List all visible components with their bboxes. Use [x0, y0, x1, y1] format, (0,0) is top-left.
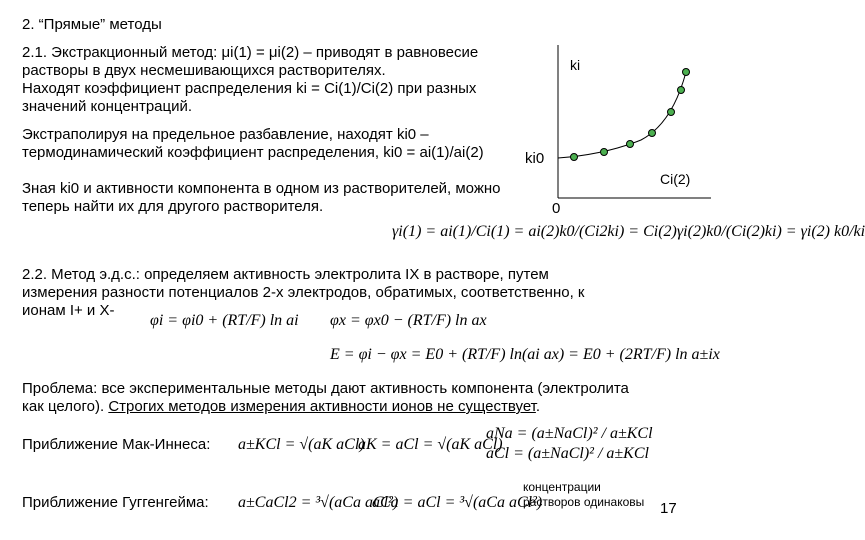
- distribution-coefficient-graph: [546, 40, 716, 220]
- problem-line1: Проблема: все экспериментальные методы дают активность компонента (электролита: [22, 380, 629, 397]
- problem-line2-start: как целого).: [22, 398, 109, 415]
- graph-x-label: Ci(2): [660, 171, 691, 187]
- anion-potential-equation: φx = φx0 − (RT/F) ln ax: [330, 312, 487, 329]
- macinnes-mean-activity-equation: a±KCl = √(aK aCl): [238, 436, 365, 453]
- activity-transfer-line2: теперь найти их для другого растворителя.: [22, 198, 324, 215]
- emf-equation: E = φi − φx = E0 + (RT/F) ln(ai ax) = E0 + (2RT/F) ln a±ix: [330, 346, 720, 363]
- emf-method-line1: 2.2. Метод э.д.с.: определяем активность электролита IX в растворе, путем: [22, 266, 549, 283]
- graph-points: [571, 69, 690, 161]
- macinnes-chloride-activity-equation: aCl = (a±NaCl)² / a±KCl: [486, 445, 649, 462]
- extraction-method-line3: Находят коэффициент распределения ki = Ci(1)/Ci(2) при разных: [22, 80, 477, 97]
- guggenheim-label: Приближение Гуггенгейма:: [22, 494, 209, 511]
- problem-underlined-statement: Строгих методов измерения активности ионов не существует: [108, 398, 536, 415]
- guggenheim-mean-activity-equation: a±CaCl2 = ³√(aCa aCl²): [238, 494, 399, 511]
- graph-point: [627, 141, 634, 148]
- guggenheim-ion-activity-equation: aCa = aCl = ³√(aCa aCl²): [372, 494, 543, 511]
- extraction-method-line2: растворы в двух несмешивающихся растворителях.: [22, 62, 386, 79]
- graph-intercept-label: ki0: [525, 150, 545, 167]
- macinnes-ion-activity-equation: aK = aCl = √(aK aCl): [358, 436, 503, 453]
- slide-heading: 2. “Прямые” методы: [22, 16, 162, 33]
- activity-transfer-line1: Зная ki0 и активности компонента в одном из растворителей, можно: [22, 180, 501, 197]
- macinnes-sodium-activity-equation: aNa = (a±NaCl)² / a±KCl: [486, 425, 653, 442]
- graph-point: [649, 130, 656, 137]
- page-number: 17: [660, 500, 677, 517]
- problem-line2-end: .: [535, 398, 541, 415]
- problem-line2: [22, 398, 540, 416]
- graph-point: [683, 69, 690, 76]
- emf-method-line3: ионам I+ и X-: [22, 302, 115, 319]
- activity-coefficient-equation: γi(1) = ai(1)/Ci(1) = ai(2)k0/(Ci2ki) = Ci(2)γi(2)k0/(Ci(2)ki) = γi(2) k0/ki: [392, 223, 865, 240]
- extrapolation-line1: Экстраполируя на предельное разбавление, находят ki0 –: [22, 126, 429, 143]
- equal-concentrations-note-line1: концентрации: [523, 480, 601, 494]
- extraction-method-line4: значений концентраций.: [22, 98, 193, 115]
- equal-concentrations-note-line2: растворов одинаковы: [523, 495, 645, 509]
- graph-point: [601, 149, 608, 156]
- graph-point: [571, 154, 578, 161]
- graph-y-label: ki: [570, 57, 581, 73]
- macinnes-label: Приближение Мак-Иннеса:: [22, 436, 211, 453]
- graph-point: [678, 87, 685, 94]
- graph-curve: [558, 72, 686, 158]
- cation-potential-equation: φi = φi0 + (RT/F) ln ai: [150, 312, 299, 329]
- extraction-method-line1: 2.1. Экстракционный метод: μi(1) = μi(2) – приводят в равновесие: [22, 44, 479, 61]
- emf-method-line2: измерения разности потенциалов 2-х электродов, обратимых, соответственно, к: [22, 284, 585, 301]
- graph-origin-label: 0: [552, 200, 561, 217]
- graph-point: [668, 109, 675, 116]
- extrapolation-line2: термодинамический коэффициент распределения, ki0 = ai(1)/ai(2): [22, 144, 484, 161]
